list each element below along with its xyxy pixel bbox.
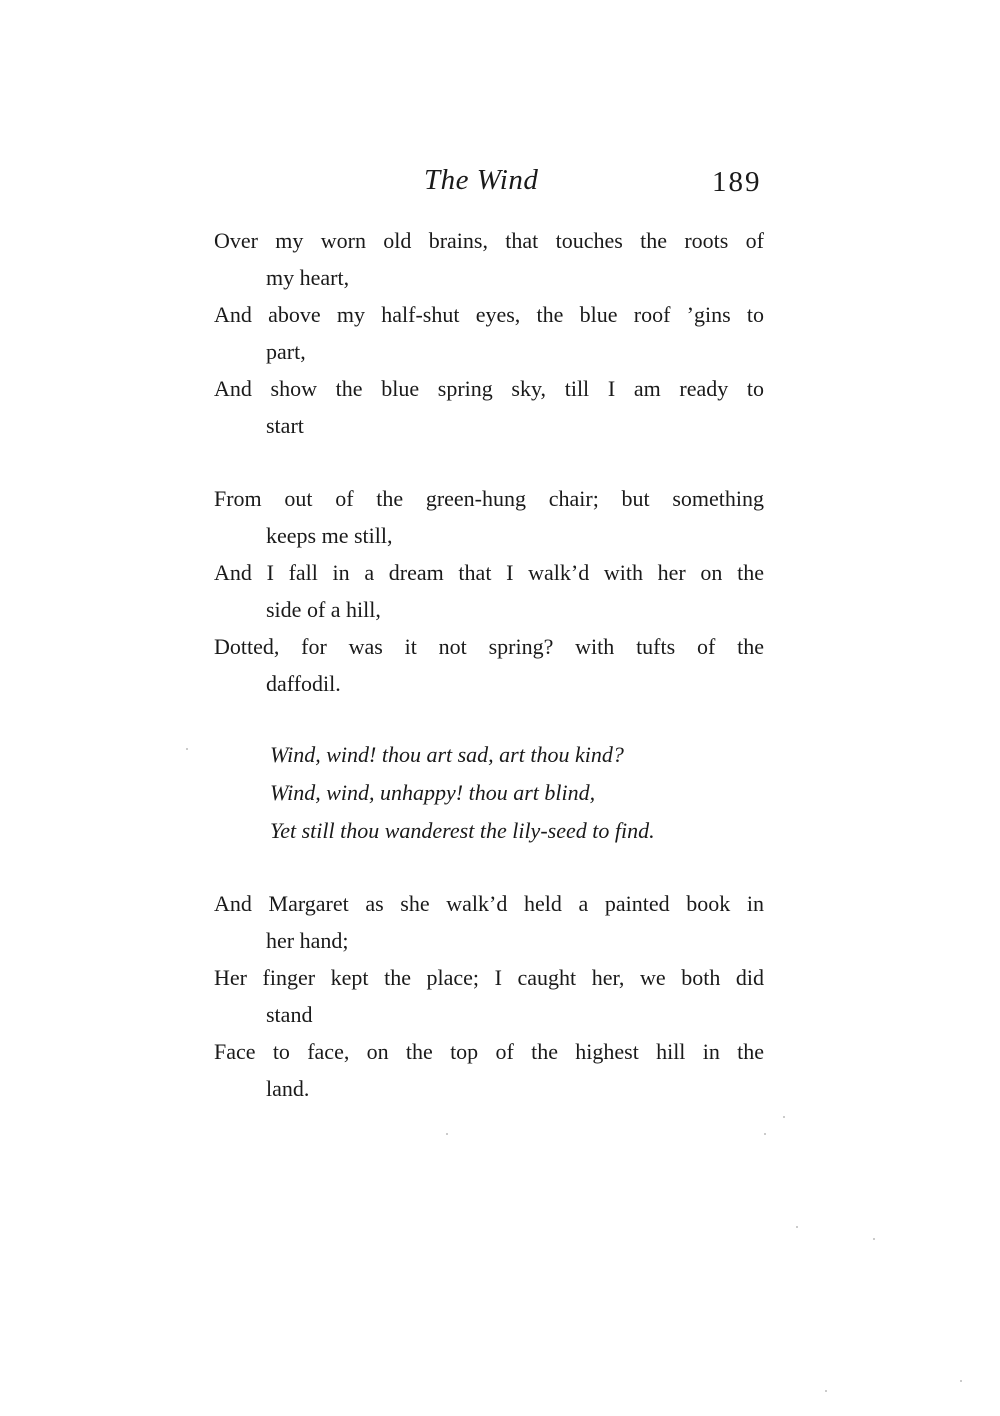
page-number: 189 (712, 166, 762, 198)
paper-speck (446, 1133, 448, 1135)
paper-speck (825, 1390, 827, 1392)
paper-speck (764, 1133, 766, 1135)
refrain-line: Wind, wind! thou art sad, art thou kind? (270, 742, 624, 767)
verse-line-text: Face to face, on the top of the highest hill in the (214, 1039, 764, 1064)
paper-speck (186, 748, 188, 750)
verse-line-continuation: part, (266, 339, 306, 364)
refrain-line: Yet still thou wanderest the lily-seed to find. (270, 818, 655, 843)
verse-line (214, 484, 764, 558)
verse-line-text: From out of the green-hung chair; but something (214, 486, 764, 511)
verse-line (214, 889, 764, 963)
verse-line-continuation: stand (266, 1002, 313, 1027)
paper-speck (796, 1226, 798, 1228)
verse-line-text: Her finger kept the place; I caught her, we both did (214, 965, 764, 990)
paper-speck (783, 1116, 785, 1118)
verse-line (214, 632, 764, 706)
verse-line (214, 300, 764, 374)
running-title: The Wind (424, 164, 539, 196)
stanza-2 (214, 484, 764, 706)
verse-line-continuation: land. (266, 1076, 310, 1101)
stanza-1 (214, 226, 764, 448)
verse-line-continuation: my heart, (266, 265, 350, 290)
verse-line-continuation: start (266, 413, 304, 438)
verse-line-continuation: her hand; (266, 928, 349, 953)
verse-line-continuation: side of a hill, (266, 597, 381, 622)
verse-line-continuation: keeps me still, (266, 523, 393, 548)
paper-speck (873, 1238, 875, 1240)
verse-line-text: Dotted, for was it not spring? with tufts of the (214, 634, 764, 659)
verse-line-text: And I fall in a dream that I walk’d with her on the (214, 560, 764, 585)
verse-line (214, 226, 764, 300)
verse-line-text: And Margaret as she walk’d held a painted book in (214, 891, 764, 916)
paper-speck (960, 1380, 962, 1382)
verse-line-text: And show the blue spring sky, till I am ready to (214, 376, 764, 401)
verse-line (214, 558, 764, 632)
refrain-line: Wind, wind, unhappy! thou art blind, (270, 780, 596, 805)
verse-line-text: And above my half-shut eyes, the blue roof ’gins to (214, 302, 764, 327)
refrain (270, 740, 655, 854)
stanza-3 (214, 889, 764, 1111)
verse-line (214, 374, 764, 448)
verse-line (214, 1037, 764, 1111)
verse-line-continuation: daffodil. (266, 671, 341, 696)
verse-line (214, 963, 764, 1037)
verse-line-text: Over my worn old brains, that touches the roots of (214, 228, 764, 253)
